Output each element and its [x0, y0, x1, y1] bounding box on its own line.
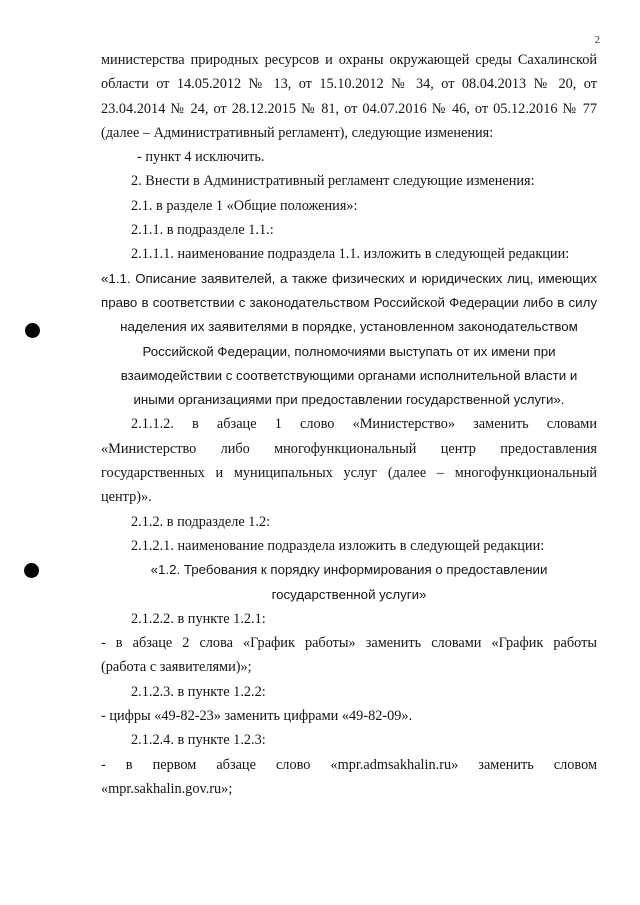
text-line: области от 14.05.2012 № 13, от 15.10.2012 № 34, от 08.04.2013 № 20, от	[101, 76, 597, 93]
quoted-heading-line: иными организациями при предоставлении государственной услуги».	[133, 392, 565, 408]
punch-hole-mark	[25, 323, 40, 338]
text-line: 2.1.2. в подразделе 1.2:	[131, 513, 271, 530]
quoted-heading-line: наделения их заявителями в порядке, установленном законодательством	[120, 319, 578, 335]
quoted-heading-line: «1.1. Описание заявителей, а также физических и юридических лиц, имеющих	[101, 270, 597, 286]
text-line: центр)».	[101, 489, 152, 506]
text-line: 2.1.1.2. в абзаце 1 слово «Министерство» заменить словами	[131, 416, 597, 433]
text-line: 2.1.2.4. в пункте 1.2.3:	[131, 732, 266, 749]
text-line: 2.1.1. в подразделе 1.1.:	[131, 222, 274, 239]
quoted-heading-line: Российской Федерации, полномочиями выступать от их имени при	[142, 343, 556, 359]
text-line: (работа с заявителями)»;	[101, 659, 252, 676]
text-line: - пункт 4 исключить.	[137, 149, 265, 166]
text-line: - в первом абзаце слово «mpr.admsakhalin.ru» заменить словом	[101, 756, 597, 773]
text-line: министерства природных ресурсов и охраны окружающей среды Сахалинской	[101, 52, 597, 68]
quoted-heading-line: право в соответствии с законодательством Российской Федерации либо в силу	[101, 294, 597, 310]
text-line: 2.1.2.2. в пункте 1.2.1:	[131, 610, 266, 627]
text-line: 2.1.2.3. в пункте 1.2.2:	[131, 683, 266, 700]
quoted-heading-line: «1.2. Требования к порядку информирования о предоставлении	[150, 562, 548, 578]
quoted-heading-line: государственной услуги»	[271, 586, 427, 602]
text-line: 2.1.1.1. наименование подраздела 1.1. изложить в следующей редакции:	[131, 246, 570, 263]
text-line: - в абзаце 2 слова «График работы» заменить словами «График работы	[101, 635, 597, 652]
text-line: (далее – Административный регламент), следующие изменения:	[101, 124, 494, 141]
text-line: государственных и муниципальных услуг (далее – многофункциональный	[101, 465, 597, 482]
text-line: 2. Внести в Административный регламент следующие изменения:	[131, 173, 535, 190]
text-line: 2.1. в разделе 1 «Общие положения»:	[131, 197, 358, 214]
quoted-heading-line: взаимодействии с соответствующими органами исполнительной власти и	[120, 367, 578, 383]
text-line: 2.1.2.1. наименование подраздела изложить в следующей редакции:	[131, 537, 545, 554]
document-body	[101, 48, 597, 801]
text-line: 23.04.2014 № 24, от 28.12.2015 № 81, от 04.07.2016 № 46, от 05.12.2016 № 77	[101, 100, 597, 117]
text-line: «mpr.sakhalin.gov.ru»;	[101, 780, 233, 797]
text-line: «Министерство либо многофункциональный центр предоставления	[101, 440, 597, 457]
page-number: 2	[594, 34, 600, 46]
text-line: - цифры «49-82-23» заменить цифрами «49-82-09».	[101, 708, 413, 725]
punch-hole-mark	[24, 563, 39, 578]
